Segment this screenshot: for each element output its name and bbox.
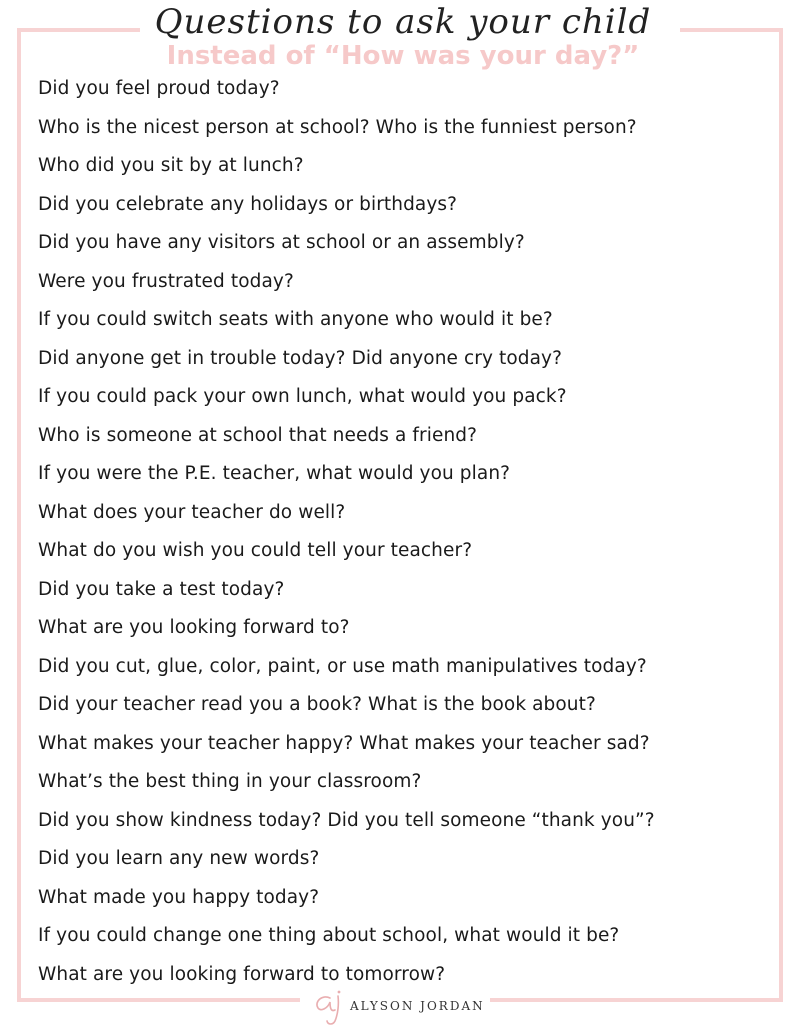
list-item: What are you looking forward to? xyxy=(38,617,350,638)
list-item: If you were the P.E. teacher, what would you plan? xyxy=(38,463,511,484)
list-item: Who did you sit by at lunch? xyxy=(38,155,304,176)
list-item: Who is the nicest person at school? Who is the funniest person? xyxy=(38,116,637,138)
list-item: Did you cut, glue, color, paint, or use math manipulatives today? xyxy=(38,655,647,677)
list-item: Did you have any visitors at school or an assembly? xyxy=(38,232,525,253)
list-item: What do you wish you could tell your teacher? xyxy=(38,540,473,561)
list-item: Did anyone get in trouble today? Did anyone cry today? xyxy=(38,347,563,369)
list-item: Did you feel proud today? xyxy=(38,78,280,99)
list-item: Did you celebrate any holidays or birthdays? xyxy=(38,193,458,215)
list-item: What are you looking forward to tomorrow? xyxy=(38,963,446,985)
question-list xyxy=(38,73,655,997)
list-item: Did you take a test today? xyxy=(38,578,285,600)
list-item: If you could switch seats with anyone who would it be? xyxy=(38,309,553,330)
list-item: Did you show kindness today? Did you tell someone “thank you”? xyxy=(38,809,655,831)
list-item: Did you learn any new words? xyxy=(38,848,320,869)
list-item: What does your teacher do well? xyxy=(38,501,346,523)
list-item: If you could pack your own lunch, what would you pack? xyxy=(38,386,567,407)
logo-text: ALYSON JORDAN xyxy=(350,999,485,1013)
brand-logo xyxy=(308,984,485,1028)
page-title: Questions to ask your child xyxy=(154,2,652,42)
list-item: Did your teacher read you a book? What is the book about? xyxy=(38,694,596,715)
list-item: If you could change one thing about school, what would it be? xyxy=(38,925,620,946)
list-item: Who is someone at school that needs a friend? xyxy=(38,424,478,446)
monogram-icon xyxy=(308,984,348,1028)
page-subtitle: Instead of “How was your day?” xyxy=(166,41,640,71)
list-item: What made you happy today? xyxy=(38,886,320,908)
list-item: What’s the best thing in your classroom? xyxy=(38,771,422,792)
list-item: What makes your teacher happy? What makes your teacher sad? xyxy=(38,732,650,754)
list-item: Were you frustrated today? xyxy=(38,270,294,292)
